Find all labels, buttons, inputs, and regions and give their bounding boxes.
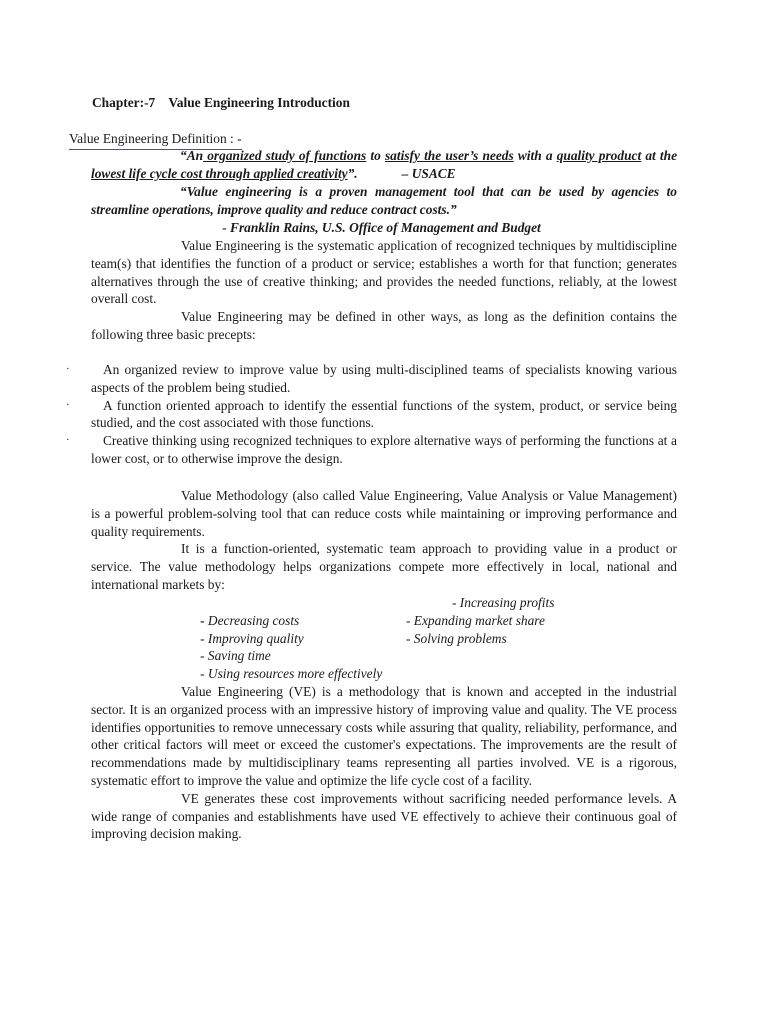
list-item-text: A function oriented approach to identify the essential functions of the system, product, or service being studied, and the cost associated with those functions. xyxy=(91,397,677,431)
benefits-list xyxy=(180,594,555,682)
benefit-expanding-market-share: - Expanding market share xyxy=(406,612,545,628)
quote1-close: ”. xyxy=(347,165,358,181)
list-item-text: Creative thinking using recognized techniques to explore alternative ways of performing the functions at a lower cost, or to otherwise improve the design. xyxy=(91,433,677,466)
list-item xyxy=(66,397,677,433)
paragraph-value-methodology: Value Methodology (also called Value Engineering, Value Analysis or Value Management) is a powerful problem-solving tool that can reduce costs while maintaining or improving performance and quality requirements. xyxy=(91,488,677,539)
list-item xyxy=(180,630,507,664)
bullet-icon: · xyxy=(66,434,70,447)
benefit-increasing-profits: - Increasing profits xyxy=(452,595,555,610)
quote1-underline-3: quality product xyxy=(556,148,642,163)
quote1-underline-2: satisfy the user’s needs xyxy=(384,148,514,163)
bullet-icon: · xyxy=(66,398,70,411)
paragraph-group-2 xyxy=(91,487,677,594)
list-item xyxy=(66,432,677,468)
benefit-dash: - xyxy=(200,612,208,628)
benefit-decreasing-costs: Decreasing costs xyxy=(207,612,300,628)
quote1-at: at the xyxy=(641,148,678,163)
quote-rains xyxy=(91,183,677,236)
paragraph-ve-definition: Value Engineering is the systematic application of recognized techniques by multidiscipline team(s) that identifies the function of a product or service; establishes a worth for that function; generates alternatives through the use of creative thinking; and provides the needed functions, reliably, at the lowest overall cost. xyxy=(91,238,677,307)
paragraph-group-3 xyxy=(91,683,677,843)
list-item xyxy=(66,361,677,397)
definition-label: Value Engineering Definition : - xyxy=(69,130,242,150)
paragraph-precepts-intro: Value Engineering may be defined in other ways, as long as the definition contains the following three basic precepts: xyxy=(91,309,677,342)
benefit-solving-problems: - Solving problems xyxy=(406,630,507,646)
quote-usace xyxy=(91,147,677,183)
precepts-list xyxy=(66,361,677,468)
paragraph-ve-methodology: Value Engineering (VE) is a methodology that is known and accepted in the industrial sector. It is an organized process with an impressive history of improving value and quality. The VE process identifies opportunities to remove unnecessary costs while assuring that quality, reliability, performance, and other critical factors will meet or exceed the customer's expectations. The improvements are the result of recommendations made by multidisciplinary teams representing all parties involved. VE is a rigorous, systematic effort to improve the value and optimize the life cycle cost of a facility. xyxy=(91,684,677,788)
quote2-source: - Franklin Rains, U.S. Office of Management and Budget xyxy=(222,219,541,235)
bullet-icon: · xyxy=(66,363,70,375)
quote1-open: “An xyxy=(180,148,204,163)
quote1-underline-4: lowest life cycle cost through applied creativity xyxy=(91,165,348,181)
paragraph-ve-generates: VE generates these cost improvements without sacrificing needed performance levels. A wide range of companies and establishments have used VE effectively to achieve their continuous goal of improving decision making. xyxy=(91,790,677,842)
paragraph-function-oriented: It is a function-oriented, systematic team approach to providing value in a product or service. The value methodology helps organizations compete more effectively in local, national and international markets by: xyxy=(91,541,677,592)
chapter-title: Chapter:-7 Value Engineering Introduction xyxy=(92,95,350,110)
quote1-source: – USACE xyxy=(401,165,456,181)
quote1-to: to xyxy=(366,148,385,163)
quote1-with: with a xyxy=(513,148,557,163)
benefit-using-resources: - Using resources more effectively xyxy=(200,666,383,682)
quote2-text: “Value engineering is a proven management tool that can be used by agencies to streamline operations, improve quality and reduce contract costs.” xyxy=(91,184,677,217)
benefit-improving-quality: - Improving quality xyxy=(200,630,304,646)
paragraph-group-1 xyxy=(91,237,677,344)
list-item xyxy=(180,647,383,682)
list-item-text: An organized review to improve value by using multi-disciplined teams of specialists knowing various aspects of the problem being studied. xyxy=(91,362,677,395)
benefit-saving-time: - Saving time xyxy=(200,648,271,664)
quote1-underline-1: organized study of functions xyxy=(203,148,367,163)
